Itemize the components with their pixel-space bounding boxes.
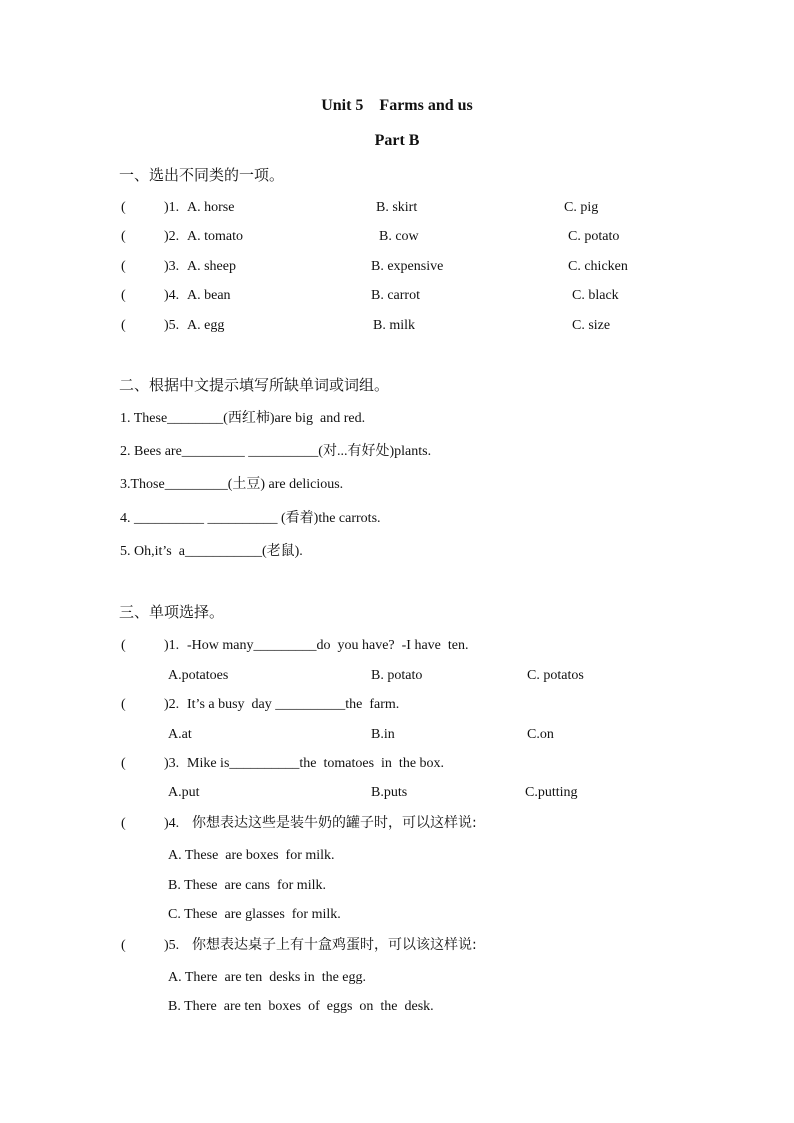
answer-paren: ( xyxy=(121,318,126,333)
section2-heading: 二、根据中文提示填写所缺单词或词组。 xyxy=(119,376,390,394)
option-b: B.puts xyxy=(371,785,408,800)
question-text: -How many_________do you have? -I have ten. xyxy=(187,638,469,653)
option-a: A. bean xyxy=(187,288,231,303)
option-a: A. tomato xyxy=(187,229,243,244)
option-a: A.potatoes xyxy=(168,668,229,683)
option-line: B. These are cans for milk. xyxy=(168,878,326,893)
option-c: C.putting xyxy=(525,785,578,800)
item-number: )5. xyxy=(164,318,180,333)
question-number: )5. xyxy=(164,938,180,953)
answer-paren: ( xyxy=(121,200,126,215)
question-number: )2. xyxy=(164,697,180,712)
answer-paren: ( xyxy=(121,229,126,244)
option-a: A. horse xyxy=(187,200,235,215)
fill-blank-item: 5. Oh,it’s a___________(老鼠). xyxy=(120,544,303,559)
option-line: A. These are boxes for milk. xyxy=(168,848,335,863)
page-subtitle: Part B xyxy=(374,132,420,149)
answer-paren: ( xyxy=(121,288,126,303)
option-c: C. black xyxy=(572,288,619,303)
answer-paren: ( xyxy=(121,259,126,274)
item-number: )3. xyxy=(164,259,180,274)
fill-blank-item: 1. These________(西红柿)are big and red. xyxy=(120,411,366,426)
fill-blank-item: 3.Those_________(土豆) are delicious. xyxy=(120,477,344,492)
question-number: )3. xyxy=(164,756,180,771)
item-number: )2. xyxy=(164,229,180,244)
option-b: B. potato xyxy=(371,668,423,683)
option-c: C. chicken xyxy=(568,259,628,274)
option-line: C. These are glasses for milk. xyxy=(168,907,341,922)
option-line: B. There are ten boxes of eggs on the desk. xyxy=(168,999,434,1014)
option-b: B. cow xyxy=(379,229,419,244)
option-a: A. sheep xyxy=(187,259,236,274)
option-c: C.on xyxy=(527,727,554,742)
option-line: A. There are ten desks in the egg. xyxy=(168,970,367,985)
option-b: B. milk xyxy=(373,318,416,333)
option-a: A. egg xyxy=(187,318,225,333)
question-text: It’s a busy day __________the farm. xyxy=(187,697,400,712)
item-number: )4. xyxy=(164,288,180,303)
section1-heading: 一、选出不同类的一项。 xyxy=(119,166,285,184)
answer-paren: ( xyxy=(121,697,126,712)
question-text: 你想表达这些是装牛奶的罐子时，可以这样说: xyxy=(192,815,477,831)
question-number: )4. xyxy=(164,816,180,831)
section3-heading: 三、单项选择。 xyxy=(119,603,225,621)
answer-paren: ( xyxy=(121,938,126,953)
option-a: A.put xyxy=(168,785,200,800)
option-b: B. skirt xyxy=(376,200,418,215)
option-c: C. potato xyxy=(568,229,620,244)
option-c: C. size xyxy=(572,318,611,333)
answer-paren: ( xyxy=(121,816,126,831)
question-number: )1. xyxy=(164,638,180,653)
page-title: Unit 5 Farms and us xyxy=(321,97,473,114)
answer-paren: ( xyxy=(121,638,126,653)
fill-blank-item: 4. __________ __________ (看着)the carrots. xyxy=(120,511,381,526)
answer-paren: ( xyxy=(121,756,126,771)
option-c: C. potatos xyxy=(527,668,584,683)
option-a: A.at xyxy=(168,727,192,742)
question-text: Mike is__________the tomatoes in the box. xyxy=(187,756,445,771)
option-b: B. carrot xyxy=(371,288,420,303)
item-number: )1. xyxy=(164,200,180,215)
fill-blank-item: 2. Bees are_________ __________(对...有好处)plants. xyxy=(120,444,432,459)
question-text: 你想表达桌子上有十盒鸡蛋时，可以该这样说: xyxy=(192,937,477,953)
option-c: C. pig xyxy=(564,200,599,215)
option-b: B.in xyxy=(371,727,395,742)
option-b: B. expensive xyxy=(371,259,444,274)
